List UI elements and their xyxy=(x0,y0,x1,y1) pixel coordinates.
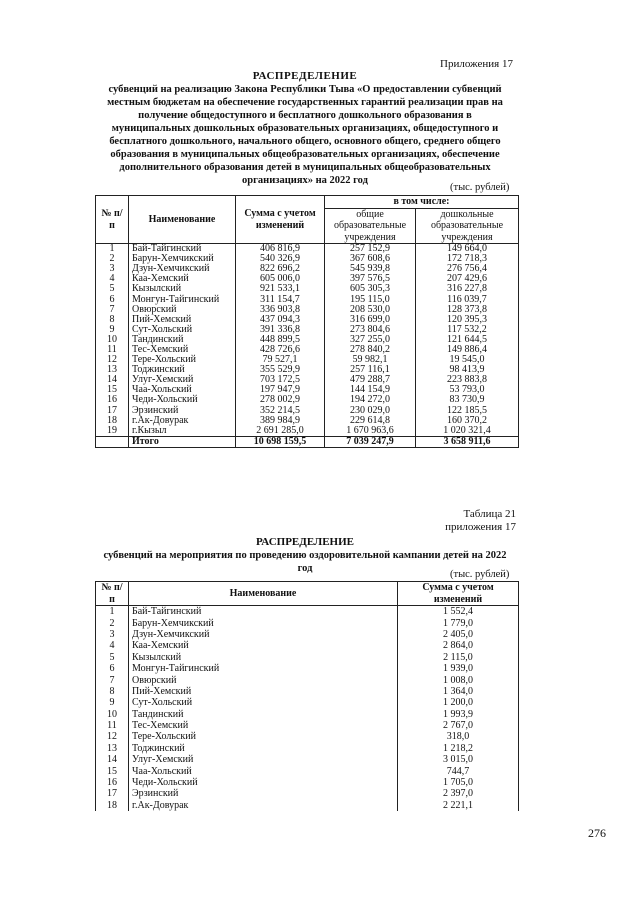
row-sum: 318,0 xyxy=(398,731,519,742)
row-name: Каа-Хемский xyxy=(129,640,398,651)
row-general: 367 608,6 xyxy=(325,254,416,264)
row-general: 229 614,8 xyxy=(325,416,416,426)
row-name: Тоджинский xyxy=(129,365,236,375)
row-number: 17 xyxy=(96,406,129,416)
row-name: Дзун-Хемчикский xyxy=(129,264,236,274)
section1-title: РАСПРЕДЕЛЕНИЕ xyxy=(252,70,358,82)
row-name: Тандинский xyxy=(129,709,398,720)
row-general: 208 530,0 xyxy=(325,305,416,315)
row-sum: 744,7 xyxy=(398,765,519,776)
row-sum: 1 705,0 xyxy=(398,777,519,788)
row-sum: 391 336,8 xyxy=(236,325,325,335)
row-name: Пий-Хемский xyxy=(129,315,236,325)
row-number: 14 xyxy=(96,754,129,765)
subvention-table xyxy=(95,195,519,448)
section1-subtitle-line: дополнительного образования детей в муниципальных общеобразовательных xyxy=(119,162,491,173)
section1-subtitle-line: организациях» на 2022 год xyxy=(242,175,368,186)
row-number: 9 xyxy=(96,325,129,335)
col-num-header: № п/п xyxy=(96,196,129,244)
row-preschool: 160 370,2 xyxy=(416,416,519,426)
col-name-header: Наименование xyxy=(129,582,398,606)
row-general: 479 288,7 xyxy=(325,375,416,385)
row-number: 3 xyxy=(96,629,129,640)
row-number: 1 xyxy=(96,606,129,618)
row-general: 257 152,9 xyxy=(325,244,416,255)
row-name: г.Кызыл xyxy=(129,426,236,437)
row-number: 5 xyxy=(96,284,129,294)
table-row xyxy=(96,765,519,776)
table-row xyxy=(96,284,519,294)
row-sum: 1 939,0 xyxy=(398,663,519,674)
row-sum: 2 691 285,0 xyxy=(236,426,325,437)
table-number: Таблица 21 xyxy=(463,508,516,520)
appendix-label: Приложения 17 xyxy=(440,58,513,70)
section1-subtitle-line: образования в муниципальных общеобразовательных организациях, обеспечение xyxy=(110,149,500,160)
row-number: 14 xyxy=(96,375,129,385)
row-general: 273 804,6 xyxy=(325,325,416,335)
table-row xyxy=(96,800,519,811)
row-preschool: 83 730,9 xyxy=(416,395,519,405)
table-row xyxy=(96,606,519,618)
row-number: 10 xyxy=(96,709,129,720)
row-preschool: 120 395,3 xyxy=(416,315,519,325)
row-name: Кызылский xyxy=(129,652,398,663)
row-sum: 1 993,9 xyxy=(398,709,519,720)
row-number: 11 xyxy=(96,345,129,355)
row-name: Каа-Хемский xyxy=(129,274,236,284)
row-sum: 428 726,6 xyxy=(236,345,325,355)
row-number: 16 xyxy=(96,777,129,788)
row-sum: 197 947,9 xyxy=(236,385,325,395)
row-sum: 1 364,0 xyxy=(398,686,519,697)
row-sum: 605 006,0 xyxy=(236,274,325,284)
row-name: Бай-Тайгинский xyxy=(129,606,398,618)
row-number: 6 xyxy=(96,294,129,304)
row-number: 7 xyxy=(96,305,129,315)
row-number: 13 xyxy=(96,365,129,375)
table-row xyxy=(96,652,519,663)
row-sum: 540 326,9 xyxy=(236,254,325,264)
row-number: 4 xyxy=(96,640,129,651)
table-row xyxy=(96,617,519,628)
row-number: 12 xyxy=(96,355,129,365)
row-general: 605 305,3 xyxy=(325,284,416,294)
row-general: 397 576,5 xyxy=(325,274,416,284)
section2-units: (тыс. рублей) xyxy=(450,569,510,580)
table-row xyxy=(96,754,519,765)
row-name: Овюрский xyxy=(129,674,398,685)
row-general: 545 939,8 xyxy=(325,264,416,274)
row-name: Бай-Тайгинский xyxy=(129,244,236,255)
row-preschool: 207 429,6 xyxy=(416,274,519,284)
row-name: Пий-Хемский xyxy=(129,686,398,697)
row-number: 17 xyxy=(96,788,129,799)
total-general: 7 039 247,9 xyxy=(325,436,416,447)
section1-subtitle-line: муниципальных дошкольных образовательных организациях, общедоступного и xyxy=(111,123,499,134)
col-general-header: общие образовательные учреждения xyxy=(325,208,416,244)
row-sum: 2 767,0 xyxy=(398,720,519,731)
section1-subtitle-line: местным бюджетам на обеспечение государственных гарантий реализации прав на xyxy=(107,97,503,108)
total-sum: 10 698 159,5 xyxy=(236,436,325,447)
row-general: 59 982,1 xyxy=(325,355,416,365)
row-name: Эрзинский xyxy=(129,406,236,416)
row-sum: 1 779,0 xyxy=(398,617,519,628)
row-preschool: 223 883,8 xyxy=(416,375,519,385)
row-sum: 79 527,1 xyxy=(236,355,325,365)
row-preschool: 117 532,2 xyxy=(416,325,519,335)
row-name: Чеди-Хольский xyxy=(129,395,236,405)
row-general: 194 272,0 xyxy=(325,395,416,405)
table-row xyxy=(96,709,519,720)
table-row xyxy=(96,777,519,788)
row-number: 11 xyxy=(96,720,129,731)
row-general: 1 670 963,6 xyxy=(325,426,416,437)
table-row xyxy=(96,426,519,437)
section1-subtitle-line: получение общедоступного и бесплатного дошкольного образования в xyxy=(138,110,472,121)
col-num-header: № п/п xyxy=(96,582,129,606)
table-row xyxy=(96,697,519,708)
row-name: Чеди-Хольский xyxy=(129,777,398,788)
table-row xyxy=(96,686,519,697)
row-preschool: 128 373,8 xyxy=(416,305,519,315)
row-name: г.Ак-Довурак xyxy=(129,800,398,811)
row-sum: 278 002,9 xyxy=(236,395,325,405)
section2-title: РАСПРЕДЕЛЕНИЕ xyxy=(255,536,354,548)
row-sum: 355 529,9 xyxy=(236,365,325,375)
row-number: 15 xyxy=(96,765,129,776)
row-name: Монгун-Тайгинский xyxy=(129,663,398,674)
table-appendix: приложения 17 xyxy=(445,521,516,533)
row-name: Эрзинский xyxy=(129,788,398,799)
row-name: Барун-Хемчикский xyxy=(129,617,398,628)
row-name: Чаа-Хольский xyxy=(129,765,398,776)
row-name: Кызылский xyxy=(129,284,236,294)
row-sum: 2 397,0 xyxy=(398,788,519,799)
row-number: 18 xyxy=(96,800,129,811)
row-name: Монгун-Тайгинский xyxy=(129,294,236,304)
row-preschool: 98 413,9 xyxy=(416,365,519,375)
table-row xyxy=(96,395,519,405)
row-preschool: 149 664,0 xyxy=(416,244,519,255)
row-preschool: 1 020 321,4 xyxy=(416,426,519,437)
section2-subtitle-line: год xyxy=(297,563,313,574)
total-label: Итого xyxy=(129,436,236,447)
row-number: 18 xyxy=(96,416,129,426)
table-row xyxy=(96,640,519,651)
row-sum: 1 200,0 xyxy=(398,697,519,708)
table-row xyxy=(96,629,519,640)
recreation-table xyxy=(95,581,519,811)
row-number: 1 xyxy=(96,244,129,255)
section1-heading xyxy=(95,70,515,187)
row-general: 316 699,0 xyxy=(325,315,416,325)
row-sum: 2 221,1 xyxy=(398,800,519,811)
row-number: 2 xyxy=(96,254,129,264)
row-sum: 3 015,0 xyxy=(398,754,519,765)
row-number: 3 xyxy=(96,264,129,274)
row-name: Улуг-Хемский xyxy=(129,375,236,385)
row-general: 257 116,1 xyxy=(325,365,416,375)
row-name: Тере-Хольский xyxy=(129,355,236,365)
total-num-cell xyxy=(96,436,129,447)
row-sum: 352 214,5 xyxy=(236,406,325,416)
row-preschool: 122 185,5 xyxy=(416,406,519,416)
row-preschool: 276 756,4 xyxy=(416,264,519,274)
row-sum: 336 903,8 xyxy=(236,305,325,315)
row-preschool: 149 886,4 xyxy=(416,345,519,355)
row-name: Барун-Хемчикский xyxy=(129,254,236,264)
row-number: 8 xyxy=(96,315,129,325)
row-sum: 406 816,9 xyxy=(236,244,325,255)
row-number: 8 xyxy=(96,686,129,697)
row-number: 6 xyxy=(96,663,129,674)
row-number: 13 xyxy=(96,743,129,754)
section1-units: (тыс. рублей) xyxy=(450,182,510,193)
row-preschool: 172 718,3 xyxy=(416,254,519,264)
row-general: 278 840,2 xyxy=(325,345,416,355)
row-name: Улуг-Хемский xyxy=(129,754,398,765)
section2-subtitle-line: субвенций на мероприятия по проведению оздоровительной кампании детей на 2022 xyxy=(103,550,507,561)
row-sum: 389 984,9 xyxy=(236,416,325,426)
row-sum: 1 552,4 xyxy=(398,606,519,618)
total-row xyxy=(96,436,519,447)
row-preschool: 53 793,0 xyxy=(416,385,519,395)
row-number: 5 xyxy=(96,652,129,663)
row-preschool: 116 039,7 xyxy=(416,294,519,304)
row-general: 195 115,0 xyxy=(325,294,416,304)
row-number: 15 xyxy=(96,385,129,395)
col-name-header: Наименование xyxy=(129,196,236,244)
row-name: Тес-Хемский xyxy=(129,345,236,355)
row-name: Тере-Хольский xyxy=(129,731,398,742)
row-number: 10 xyxy=(96,335,129,345)
row-name: Тоджинский xyxy=(129,743,398,754)
col-preschool-header: дошкольные образовательные учреждения xyxy=(416,208,519,244)
row-sum: 2 115,0 xyxy=(398,652,519,663)
row-number: 12 xyxy=(96,731,129,742)
section1-subtitle-line: субвенций на реализацию Закона Республики Тыва «О предоставлении субвенций xyxy=(108,84,502,95)
table-row xyxy=(96,674,519,685)
total-preschool: 3 658 911,6 xyxy=(416,436,519,447)
row-number: 4 xyxy=(96,274,129,284)
section1-subtitle-line: бесплатного дошкольного, начального общего, основного общего, среднего общего xyxy=(109,136,501,147)
table-row xyxy=(96,788,519,799)
row-number: 7 xyxy=(96,674,129,685)
row-name: г.Ак-Довурак xyxy=(129,416,236,426)
row-sum: 2 864,0 xyxy=(398,640,519,651)
row-sum: 822 696,2 xyxy=(236,264,325,274)
row-name: Дзун-Хемчикский xyxy=(129,629,398,640)
row-general: 230 029,0 xyxy=(325,406,416,416)
row-general: 327 255,0 xyxy=(325,335,416,345)
table-row xyxy=(96,720,519,731)
row-sum: 2 405,0 xyxy=(398,629,519,640)
row-sum: 448 899,5 xyxy=(236,335,325,345)
row-name: Тандинский xyxy=(129,335,236,345)
row-general: 144 154,9 xyxy=(325,385,416,395)
page-number: 276 xyxy=(588,826,606,840)
row-name: Сут-Хольский xyxy=(129,325,236,335)
table21-label xyxy=(440,508,516,534)
row-name: Овюрский xyxy=(129,305,236,315)
row-sum: 1 008,0 xyxy=(398,674,519,685)
row-name: Сут-Хольский xyxy=(129,697,398,708)
row-number: 9 xyxy=(96,697,129,708)
table-row xyxy=(96,743,519,754)
row-preschool: 121 644,5 xyxy=(416,335,519,345)
row-sum: 1 218,2 xyxy=(398,743,519,754)
col-sum-header: Сумма с учетом изменений xyxy=(236,196,325,244)
col-sum-header: Сумма с учетом изменений xyxy=(398,582,519,606)
col-incl-header: в том числе: xyxy=(325,196,519,209)
row-name: Тес-Хемский xyxy=(129,720,398,731)
table-row xyxy=(96,663,519,674)
row-sum: 311 154,7 xyxy=(236,294,325,304)
row-sum: 703 172,5 xyxy=(236,375,325,385)
row-number: 16 xyxy=(96,395,129,405)
row-sum: 437 094,3 xyxy=(236,315,325,325)
row-name: Чаа-Хольский xyxy=(129,385,236,395)
row-sum: 921 533,1 xyxy=(236,284,325,294)
row-preschool: 19 545,0 xyxy=(416,355,519,365)
row-number: 19 xyxy=(96,426,129,437)
row-number: 2 xyxy=(96,617,129,628)
row-preschool: 316 227,8 xyxy=(416,284,519,294)
table-row xyxy=(96,731,519,742)
